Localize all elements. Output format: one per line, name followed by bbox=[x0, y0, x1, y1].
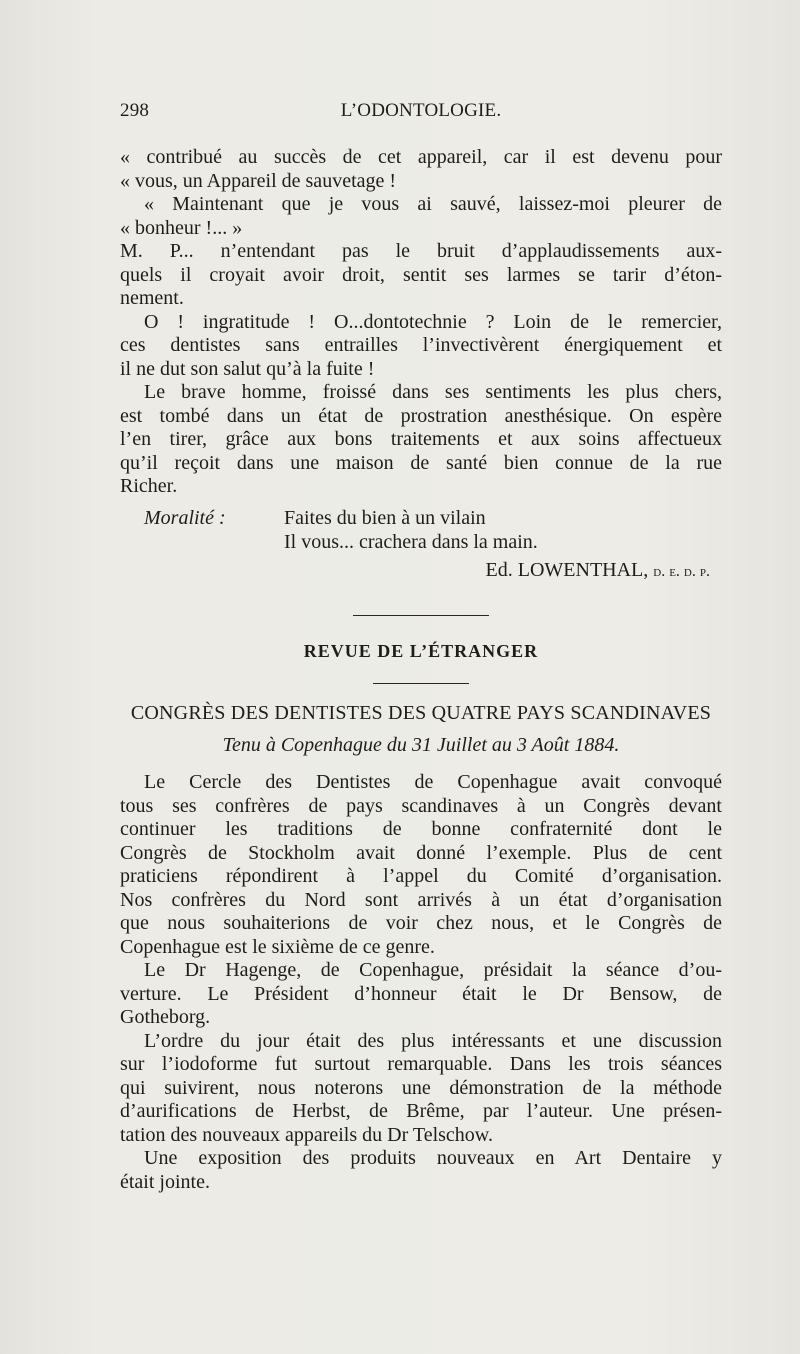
article-dateline: Tenu à Copenhague du 31 Juillet au 3 Août 1884. bbox=[222, 733, 620, 756]
paragraph bbox=[120, 1147, 722, 1194]
text-line: praticiens répondirent à l’appel du Comité d’organisation. bbox=[120, 865, 722, 887]
text-line: continuer les traditions de bonne confraternité dont le bbox=[120, 818, 722, 840]
text-line: « bonheur !... » bbox=[120, 216, 243, 239]
paragraph bbox=[120, 240, 722, 311]
moral-verse: Faites du bien à un vilain bbox=[284, 506, 486, 529]
text-line: Une exposition des produits nouveaux en Art Dentaire y bbox=[144, 1147, 722, 1169]
paragraph bbox=[120, 959, 722, 1030]
page-content bbox=[120, 146, 722, 1194]
author-title: d. e. d. p. bbox=[653, 562, 710, 580]
text-line: l’en tirer, grâce aux bons traitements et aux soins affectueux bbox=[120, 428, 722, 450]
text-line: O ! ingratitude ! O...dontotechnie ? Loin de le remercier, bbox=[144, 310, 722, 333]
text-line: M. P... n’entendant pas le bruit d’applaudissements aux- bbox=[120, 240, 722, 262]
text-line: tation des nouveaux appareils du Dr Telschow. bbox=[120, 1123, 493, 1146]
text-line: était jointe. bbox=[120, 1170, 210, 1193]
text-line: sur l’iodoforme fut surtout remarquable. Dans les trois séances bbox=[120, 1053, 722, 1075]
text-line: Le Cercle des Dentistes de Copenhague avait convoqué bbox=[144, 771, 722, 793]
text-line: Le brave homme, froissé dans ses sentiments les plus chers, bbox=[144, 381, 722, 403]
text-line: Congrès de Stockholm avait donné l’exemple. Plus de cent bbox=[120, 841, 722, 864]
moral-verse: Il vous... crachera dans la main. bbox=[284, 530, 538, 553]
page-header bbox=[120, 100, 722, 130]
paragraph bbox=[120, 193, 722, 240]
text-line: ces dentistes sans entrailles l’invectivèrent énergiquement et bbox=[120, 334, 722, 356]
paragraph bbox=[120, 381, 722, 499]
text-line: que nous souhaiterions de voir chez nous, et le Congrès de bbox=[120, 912, 722, 934]
moral-line-1 bbox=[120, 507, 722, 531]
text-line: L’ordre du jour était des plus intéressants et une discussion bbox=[144, 1029, 722, 1052]
text-line: « vous, un Appareil de sauvetage ! bbox=[120, 169, 397, 192]
running-title: L’ODONTOLOGIE. bbox=[340, 100, 502, 121]
text-line: Richer. bbox=[120, 475, 178, 497]
divider bbox=[373, 683, 469, 684]
moral-spacer bbox=[120, 531, 284, 555]
text-line: il ne dut son salut qu’à la fuite ! bbox=[120, 357, 375, 380]
text-line: verture. Le Président d’honneur était le Dr Bensow, de bbox=[120, 982, 722, 1005]
text-line: « Maintenant que je vous ai sauvé, laissez-moi pleurer de bbox=[144, 193, 722, 215]
author-name: Ed. LOWENTHAL, bbox=[485, 558, 649, 581]
text-line: qu’il reçoit dans une maison de santé bien connue de la rue bbox=[120, 451, 722, 474]
text-line: quels il croyait avoir droit, sentit ses larmes se tarir d’éton- bbox=[120, 263, 722, 286]
text-line: Gotheborg. bbox=[120, 1006, 211, 1028]
divider bbox=[353, 615, 489, 616]
text-line: est tombé dans un état de prostration anesthésique. On espère bbox=[120, 404, 722, 427]
text-line: Le Dr Hagenge, de Copenhague, présidait la séance d’ou- bbox=[144, 959, 722, 981]
page-number: 298 bbox=[120, 100, 150, 121]
paragraph bbox=[120, 771, 722, 959]
paragraph bbox=[120, 311, 722, 382]
paragraph bbox=[120, 1030, 722, 1148]
moral-line-2 bbox=[120, 531, 722, 555]
text-line: qui suivirent, nous noterons une démonstration de la méthode bbox=[120, 1076, 722, 1099]
text-line: tous ses confrères de pays scandinaves à un Congrès devant bbox=[120, 794, 722, 817]
author-signature bbox=[120, 559, 722, 593]
article-heading: CONGRÈS DES DENTISTES DES QUATRE PAYS SCANDINAVES bbox=[130, 702, 712, 724]
text-line: d’aurifications de Herbst, de Brême, par l’auteur. Une présen- bbox=[120, 1100, 722, 1122]
text-line: Nos confrères du Nord sont arrivés à un état d’organisation bbox=[120, 888, 722, 911]
paragraph bbox=[120, 146, 722, 193]
moral-label: Moralité : bbox=[144, 506, 226, 529]
text-line: « contribué au succès de cet appareil, car il est devenu pour bbox=[120, 146, 722, 168]
section-title: REVUE DE L’ÉTRANGER bbox=[303, 640, 539, 661]
text-line: Copenhague est le sixième de ce genre. bbox=[120, 935, 435, 958]
text-line: nement. bbox=[120, 287, 184, 309]
